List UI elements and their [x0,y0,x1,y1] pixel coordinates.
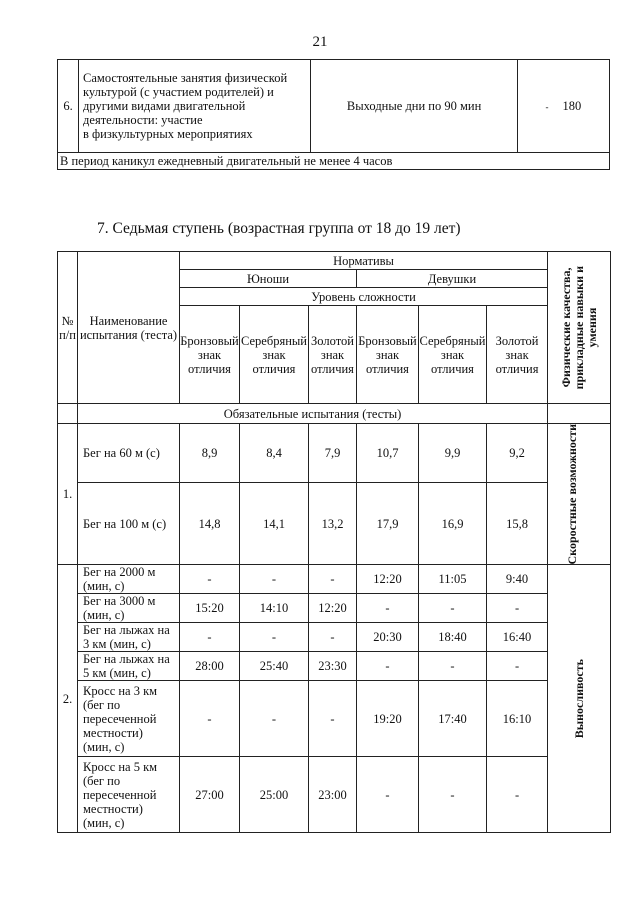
section-title: 7. Седьмая ступень (возрастная группа от 18 до 19 лет) [97,220,461,237]
test-name: Бег на 3000 м (мин, с) [78,594,180,623]
value-cell: 19:20 [357,681,419,757]
value-cell: - [180,681,240,757]
value-cell: - [419,652,487,681]
test-name: Бег на 100 м (с) [78,483,180,565]
holiday-note: В период каникул ежедневный двигательный не менее 4 часов [58,153,610,170]
header-boys: Юноши [180,270,357,288]
table-row [58,623,611,652]
value-cell: - [309,681,357,757]
normatives-table [57,251,611,833]
group-quality: Выносливость [548,565,611,833]
test-name: Бег на 60 м (с) [78,424,180,483]
value-cell: 15,8 [487,483,548,565]
header-qualities: Физические качества, прикладные навыки и умения [548,252,611,404]
value-cell: 28:00 [180,652,240,681]
test-name: Бег на лыжах на 3 км (мин, с) [78,623,180,652]
value-cell: - [357,757,419,833]
value-cell: 8,9 [180,424,240,483]
header-boys-gold: Золотой знак отличия [309,306,357,404]
activity-schedule: Выходные дни по 90 мин [311,60,517,153]
value-cell: - [487,757,548,833]
value-cell: - [357,652,419,681]
value-cell: - [419,594,487,623]
value-cell: 14,1 [240,483,309,565]
value-cell: 16:40 [487,623,548,652]
header-number: № п/п [58,252,78,404]
test-name: Бег на лыжах на 5 км (мин, с) [78,652,180,681]
table-row [58,757,611,833]
activity-minutes: - 180 [517,60,609,153]
value-cell: 12:20 [309,594,357,623]
value-cell: - [309,565,357,594]
value-cell: - [487,594,548,623]
header-girls-gold: Золотой знак отличия [487,306,548,404]
page-number: 21 [312,34,328,50]
group-quality: Скоростные возможности [548,424,611,565]
value-cell: 16,9 [419,483,487,565]
activity-table [57,59,610,170]
header-boys-silver: Серебряный знак отличия [240,306,309,404]
value-cell: - [487,652,548,681]
value-cell: 27:00 [180,757,240,833]
group-number: 2. [58,565,78,833]
value-cell: 10,7 [357,424,419,483]
header-girls: Девушки [357,270,548,288]
table-row [58,681,611,757]
value-cell: 9,2 [487,424,548,483]
value-cell: 9,9 [419,424,487,483]
value-cell: 23:30 [309,652,357,681]
table-footer-row [58,153,610,170]
value-cell: 17:40 [419,681,487,757]
table-row [58,60,610,153]
group-number: 1. [58,424,78,565]
table-row [58,565,611,594]
value-cell: - [240,681,309,757]
value-cell: 14,8 [180,483,240,565]
value-cell: 14:10 [240,594,309,623]
table-row [58,652,611,681]
value-cell: - [240,565,309,594]
value-cell: 16:10 [487,681,548,757]
value-cell: 13,2 [309,483,357,565]
value-cell: 7,9 [309,424,357,483]
table-row [58,483,611,565]
header-girls-bronze: Бронзовый знак отличия [357,306,419,404]
table-row [58,594,611,623]
value-cell: 23:00 [309,757,357,833]
value-cell: 11:05 [419,565,487,594]
activity-description: Самостоятельные занятия физической культурой (с участием родителей) и другими видами двигательной деятельности: участие в физкультурных мероприятиях [79,60,311,153]
test-name: Кросс на 3 км (бег по пересеченной местности) (мин, с) [78,681,180,757]
value-cell: 25:40 [240,652,309,681]
value-cell: - [357,594,419,623]
value-cell: 15:20 [180,594,240,623]
value-cell: 12:20 [357,565,419,594]
empty-cell [548,404,611,424]
test-name: Кросс на 5 км (бег по пересеченной местности) (мин, с) [78,757,180,833]
table-row [58,424,611,483]
value-cell: 18:40 [419,623,487,652]
empty-cell [58,404,78,424]
value-cell: 8,4 [240,424,309,483]
header-level: Уровень сложности [180,288,548,306]
test-name: Бег на 2000 м (мин, с) [78,565,180,594]
value-cell: 9:40 [487,565,548,594]
header-boys-bronze: Бронзовый знак отличия [180,306,240,404]
value-cell: 20:30 [357,623,419,652]
value-cell: 25:00 [240,757,309,833]
value-cell: 17,9 [357,483,419,565]
value-cell: - [180,565,240,594]
row-number: 6. [58,60,79,153]
header-test-name: Наименование испытания (теста) [78,252,180,404]
mandatory-tests-label: Обязательные испытания (тесты) [78,404,548,424]
value-cell: - [180,623,240,652]
header-normatives: Нормативы [180,252,548,270]
value-cell: - [309,623,357,652]
value-cell: - [419,757,487,833]
header-girls-silver: Серебряный знак отличия [419,306,487,404]
value-cell: - [240,623,309,652]
